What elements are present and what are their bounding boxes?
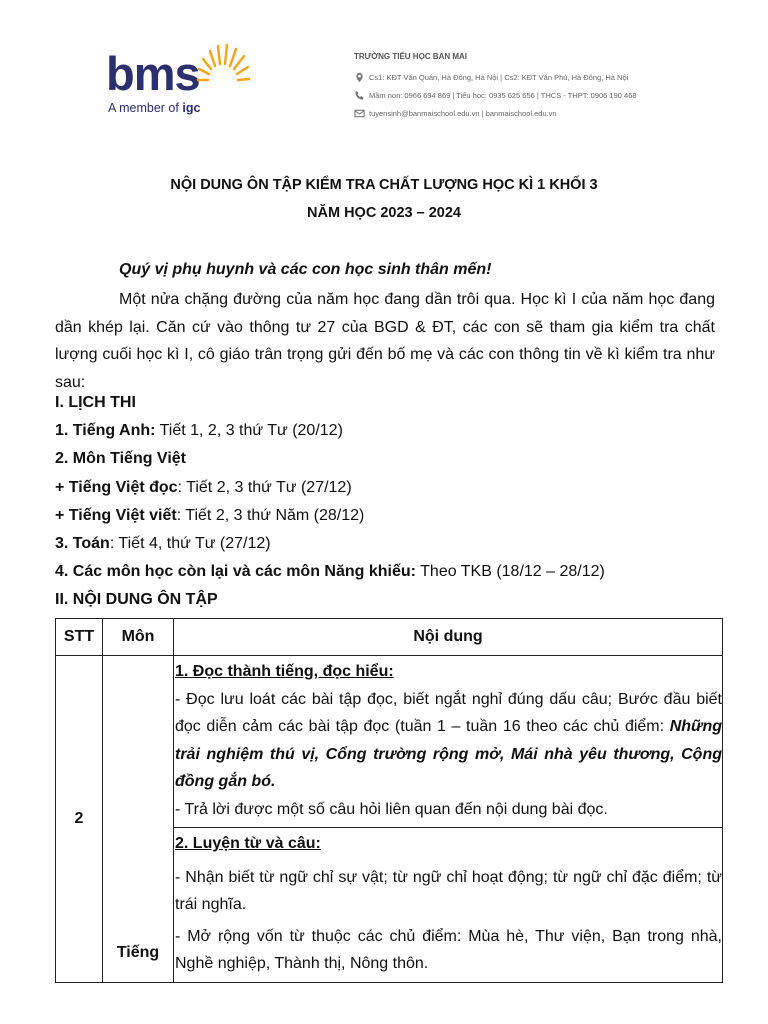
greeting: Quý vị phụ huynh và các con học sinh thân mến!: [119, 261, 492, 278]
schedule-item: 2. Môn Tiếng Việt: [55, 450, 186, 467]
content-paragraph: - Nhận biết từ ngữ chỉ sự vật; từ ngữ chỉ hoạt động; từ ngữ chỉ đặc điểm; từ trái nghĩa.: [175, 868, 722, 913]
section-title: 2. Luyện từ và câu:: [175, 835, 321, 852]
document-title: NỘI DUNG ÔN TẬP KIỂM TRA CHẤT LƯỢNG HỌC KÌ 1 KHỐI 3: [170, 177, 598, 193]
content-cell-reading: [174, 656, 723, 828]
logo-tagline: [108, 101, 200, 115]
phone-icon: [354, 90, 365, 101]
content-paragraph: - Đọc lưu loát các bài tập đọc, biết ngắt nghỉ đúng dấu câu; Bước đầu biết đọc diễn cảm các bài tập đọc (tuần 1 – tuần 16 theo các chủ điểm: Những trải nghiệm thú vị, Cổng trường rộng mở, Mái nhà yêu thương, Cộng đồng gắn bó.: [175, 690, 722, 790]
row-stt: 2: [56, 656, 103, 983]
col-noi-dung: Nội dung: [174, 619, 723, 656]
section-title: 1. Đọc thành tiếng, đọc hiểu:: [175, 663, 394, 680]
phones-text: Mầm non: 0966 694 869 | Tiểu học: 0935 625 656 | THCS - THPT: 0906 190 468: [369, 90, 637, 100]
schedule-item: + Tiếng Việt viết: Tiết 2, 3 thứ Năm (28/12): [55, 507, 365, 524]
table-header-row: [56, 619, 723, 656]
phone-line: [354, 86, 637, 104]
content-cell-vocab: [174, 828, 723, 983]
address-text: Cs1: KĐT Văn Quán, Hà Đông, Hà Nội | Cs2: KĐT Văn Phú, Hà Đông, Hà Nội: [369, 72, 629, 82]
col-stt: STT: [56, 619, 103, 656]
schedule-item: 3. Toán: Tiết 4, thứ Tư (27/12): [55, 535, 271, 552]
address-line: [354, 68, 637, 86]
contact-text: tuyensinh@banmaischool.edu.vn | banmaischool.edu.vn: [369, 108, 557, 118]
content-paragraph: - Mở rộng vốn từ thuộc các chủ điểm: Mùa hè, Thư viện, Bạn trong nhà, Nghề nghiệp, Thành thị, Nông thôn.: [175, 927, 722, 972]
igc-mark: igc: [182, 101, 201, 115]
school-contact-block: [354, 52, 637, 122]
mail-icon: [354, 108, 365, 119]
location-pin-icon: [354, 72, 365, 83]
schedule-item: 4. Các môn học còn lại và các môn Năng khiếu: Theo TKB (18/12 – 28/12): [55, 563, 605, 580]
schedule-heading: I. LỊCH THI: [55, 394, 136, 411]
bms-logo: [106, 40, 251, 120]
sun-rays-icon: [194, 40, 250, 96]
logo-wordmark: bms: [106, 47, 200, 100]
document-year: NĂM HỌC 2023 – 2024: [307, 205, 461, 221]
schedule-item: 1. Tiếng Anh: Tiết 1, 2, 3 thứ Tư (20/12): [55, 422, 343, 439]
school-name: TRƯỜNG TIỂU HỌC BAN MAI: [354, 52, 468, 61]
contact-line: [354, 104, 637, 122]
row-subject: Tiếng: [103, 656, 174, 983]
col-mon: Môn: [103, 619, 174, 656]
content-paragraph: - Trả lời được một số câu hỏi liên quan đến nội dung bài đọc.: [175, 800, 608, 818]
tagline-text: A member of: [108, 101, 179, 115]
review-table: [55, 618, 723, 983]
schedule-item: + Tiếng Việt đọc: Tiết 2, 3 thứ Tư (27/12): [55, 479, 352, 496]
intro-paragraph: Một nửa chặng đường của năm học đang dần trôi qua. Học kì I của năm học đang dần khép lại. Căn cứ vào thông tư 27 của BGD & ĐT, các con sẽ tham gia kiểm tra chất lượng cuối học kì I, cô giáo trân trọng gửi đến bố mẹ và các con thông tin về kì kiểm tra như sau:: [55, 291, 715, 391]
review-heading: II. NỘI DUNG ÔN TẬP: [55, 591, 218, 608]
table-row: [56, 656, 723, 828]
